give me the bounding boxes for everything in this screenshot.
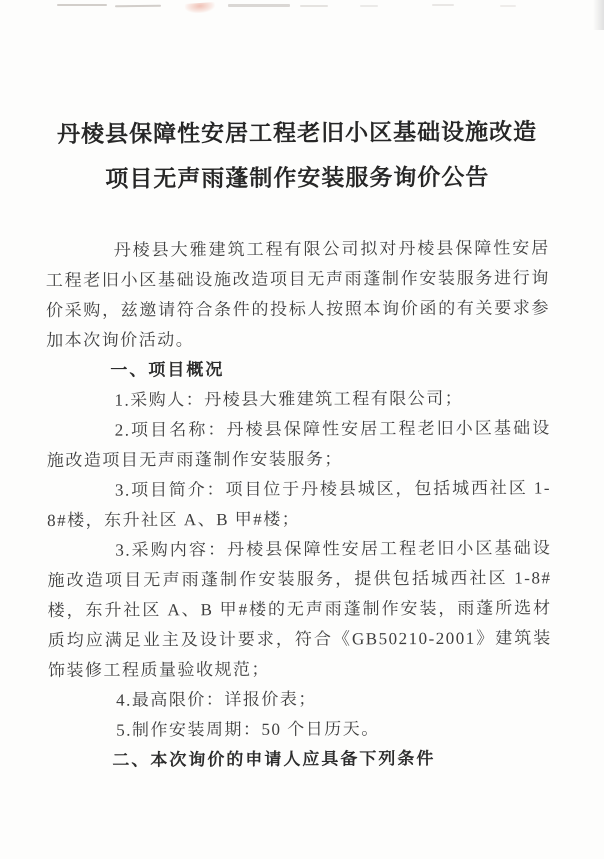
section-heading-applicant-requirements: 二、本次询价的申请人应具备下列条件 [112,748,436,770]
document-title [45,109,549,202]
item-procurement-content: 3.采购内容：丹棱县保障性安居工程老旧小区基础设施改造项目无声雨蓬制作安装服务，提供包括城西社区 1-8#楼，东升社区 A、B 甲#楼的无声雨蓬制作安装，雨蓬所选材质均应满足业主及设计要求，符合《GB50210-2001》建筑装饰装修工程质量验收规范； [47,538,552,680]
item-purchaser: 1.采购人：丹棱县大雅建筑工程有限公司； [114,388,464,410]
title-line-1: 丹棱县保障性安居工程老旧小区基础设施改造 [57,119,538,147]
scan-streak [228,4,290,7]
red-ink-smudge [185,2,216,14]
title-line-2: 项目无声雨蓬制作安装服务询价公告 [105,164,490,192]
paper-edge-shadow [593,0,604,30]
document-content [45,109,552,776]
scan-streak [360,5,378,7]
section-heading-project-overview: 一、项目概况 [110,360,225,380]
scan-streak [57,4,107,6]
scan-streak [432,4,454,6]
item-max-price: 4.最高限价：详报价表； [116,689,317,710]
item-project-name: 2.项目名称：丹棱县保障性安居工程老旧小区基础设施改造项目无声雨蓬制作安装服务； [46,418,551,470]
scan-streak [300,5,328,7]
item-installation-period: 5.制作安装周期：50 个日历天。 [116,719,380,740]
scan-streak [115,5,161,7]
scan-streak [500,5,516,7]
intro-paragraph: 丹棱县大雅建筑工程有限公司拟对丹棱县保障性安居工程老旧小区基础设施改造项目无声雨蓬制作安装服务进行询价采购，兹邀请符合条件的投标人按照本询价函的有关要求参加本次询价活动。 [45,238,551,350]
item-project-brief: 3.项目简介：项目位于丹棱县城区，包括城西社区 1-8#楼，东升社区 A、B 甲#楼； [47,478,552,530]
